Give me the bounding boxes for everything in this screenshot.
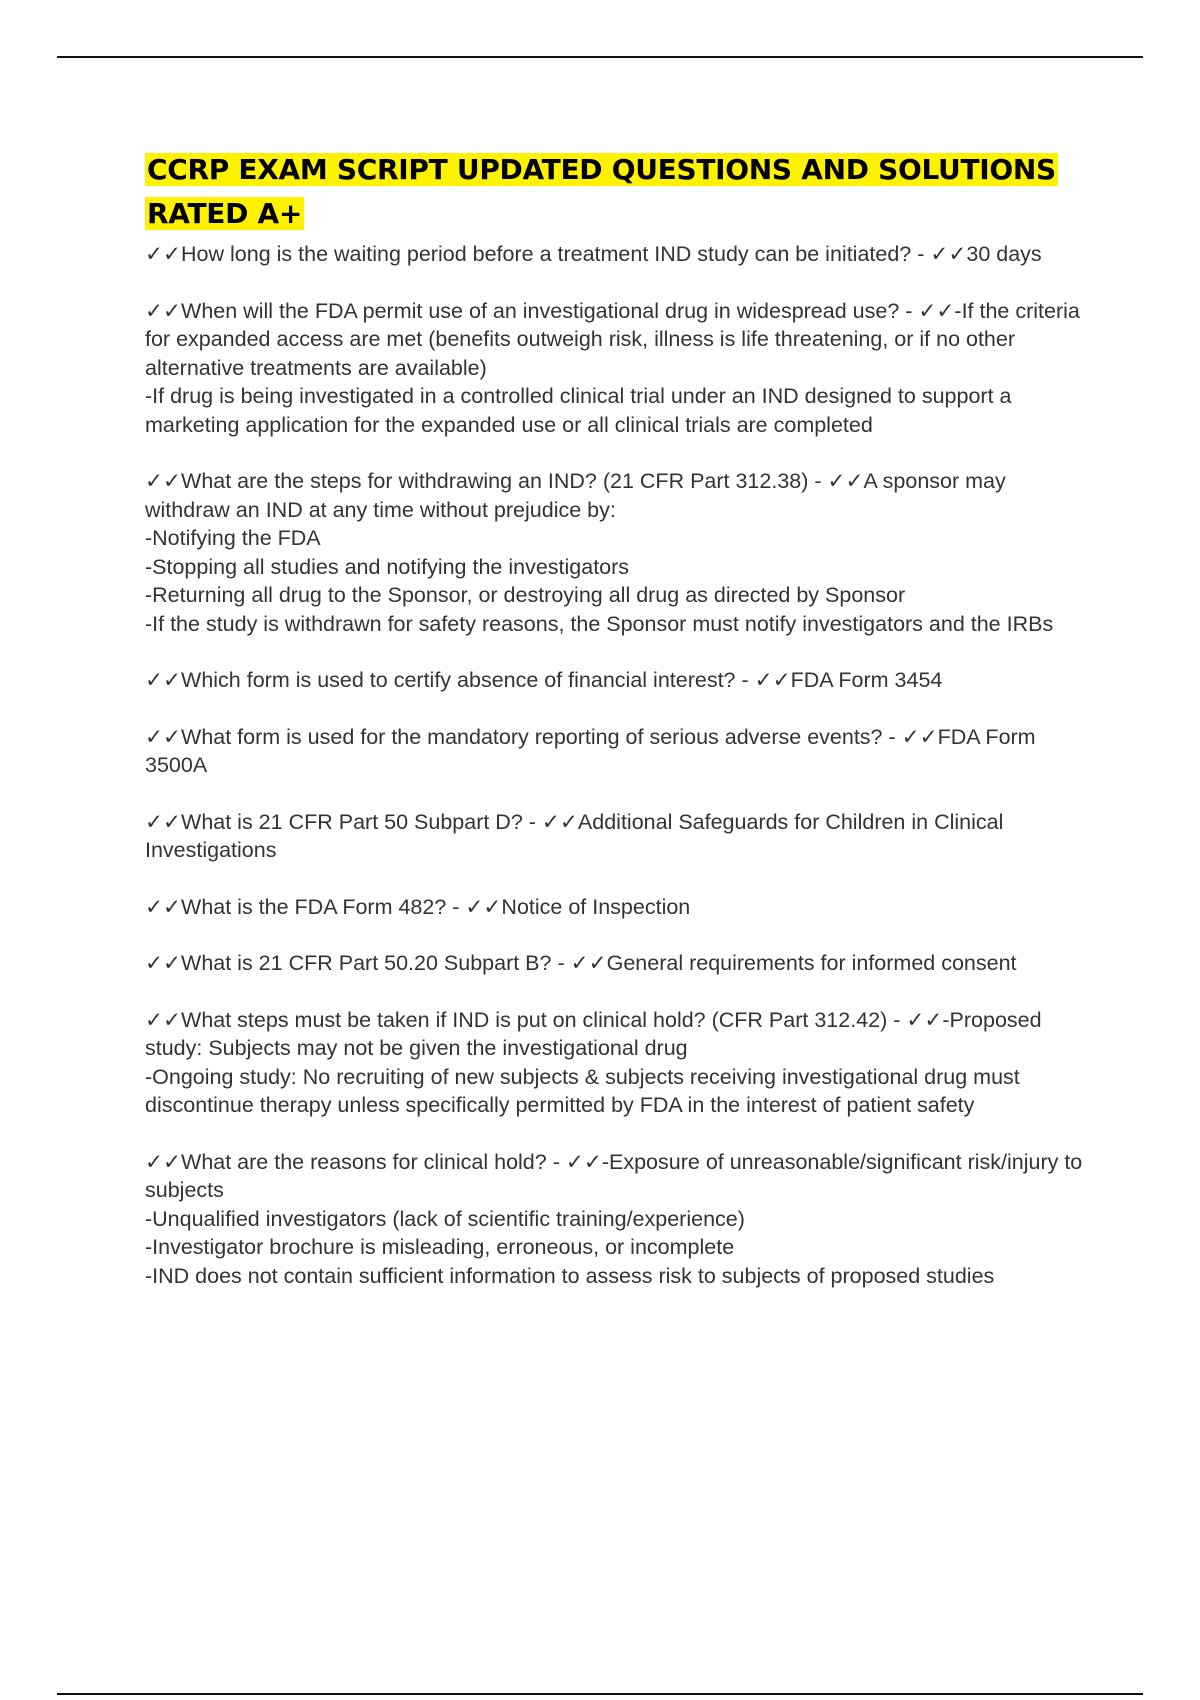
document-body xyxy=(145,148,1085,1318)
bottom-rule xyxy=(57,1693,1143,1695)
qa-answer-line: -Notifying the FDA xyxy=(145,526,321,550)
qa-item xyxy=(145,808,1085,865)
qa-item xyxy=(145,949,1085,978)
qa-question: ✓✓Which form is used to certify absence of financial interest? - ✓✓FDA Form 3454 xyxy=(145,668,943,692)
qa-item xyxy=(145,666,1085,695)
qa-answer-line: -Returning all drug to the Sponsor, or destroying all drug as directed by Sponsor xyxy=(145,583,906,607)
qa-answer-line: -Stopping all studies and notifying the investigators xyxy=(145,554,630,579)
qa-answer-line: -If the study is withdrawn for safety reasons, the Sponsor must notify investigators and the IRBs xyxy=(145,611,1054,636)
title-highlight: CCRP EXAM SCRIPT UPDATED QUESTIONS AND SOLUTIONS RATED A+ xyxy=(147,153,1056,230)
qa-question: ✓✓What are the steps for withdrawing an IND? (21 CFR Part 312.38) - ✓✓A sponsor may withdraw an IND at any time without prejudice by: xyxy=(145,469,1006,522)
qa-answer-line: -Unqualified investigators (lack of scientific training/experience) xyxy=(145,1206,745,1231)
qa-question: ✓✓How long is the waiting period before a treatment IND study can be initiated? - ✓✓30 days xyxy=(145,242,1042,266)
qa-item xyxy=(145,1006,1085,1120)
qa-item xyxy=(145,1148,1085,1291)
qa-item xyxy=(145,893,1085,922)
qa-answer-line: -Investigator brochure is misleading, erroneous, or incomplete xyxy=(145,1235,735,1259)
qa-item xyxy=(145,240,1085,269)
qa-answer-line: -Ongoing study: No recruiting of new subjects & subjects receiving investigational drug must discontinue therapy unless specifically permitted by FDA in the interest of patient safety xyxy=(145,1064,1020,1117)
qa-answer-line: -If drug is being investigated in a controlled clinical trial under an IND designed to support a marketing application for the expanded use or all clinical trials are completed xyxy=(145,384,1012,437)
qa-question: ✓✓What form is used for the mandatory reporting of serious adverse events? - ✓✓FDA Form 3500A xyxy=(145,724,1036,777)
qa-question: ✓✓What is 21 CFR Part 50 Subpart D? - ✓✓Additional Safeguards for Children in Clinical Investigations xyxy=(145,809,1004,862)
qa-item xyxy=(145,297,1085,440)
qa-item xyxy=(145,723,1085,780)
qa-question: ✓✓When will the FDA permit use of an investigational drug in widespread use? - ✓✓-If the criteria for expanded access are met (benefits outweigh risk, illness is life threatening, or if no other alternative treatments are available) xyxy=(145,298,1080,380)
qa-question: ✓✓What are the reasons for clinical hold? - ✓✓-Exposure of unreasonable/significant risk/injury to subjects xyxy=(145,1149,1083,1202)
qa-answer-line: -IND does not contain sufficient information to assess risk to subjects of proposed studies xyxy=(145,1263,995,1288)
qa-item xyxy=(145,467,1085,638)
document-title xyxy=(145,148,1085,236)
qa-question: ✓✓What steps must be taken if IND is put on clinical hold? (CFR Part 312.42) - ✓✓-Proposed study: Subjects may not be given the investigational drug xyxy=(145,1007,1042,1060)
qa-question: ✓✓What is 21 CFR Part 50.20 Subpart B? - ✓✓General requirements for informed consent xyxy=(145,951,1017,975)
top-rule xyxy=(57,56,1143,58)
qa-question: ✓✓What is the FDA Form 482? - ✓✓Notice of Inspection xyxy=(145,894,691,919)
